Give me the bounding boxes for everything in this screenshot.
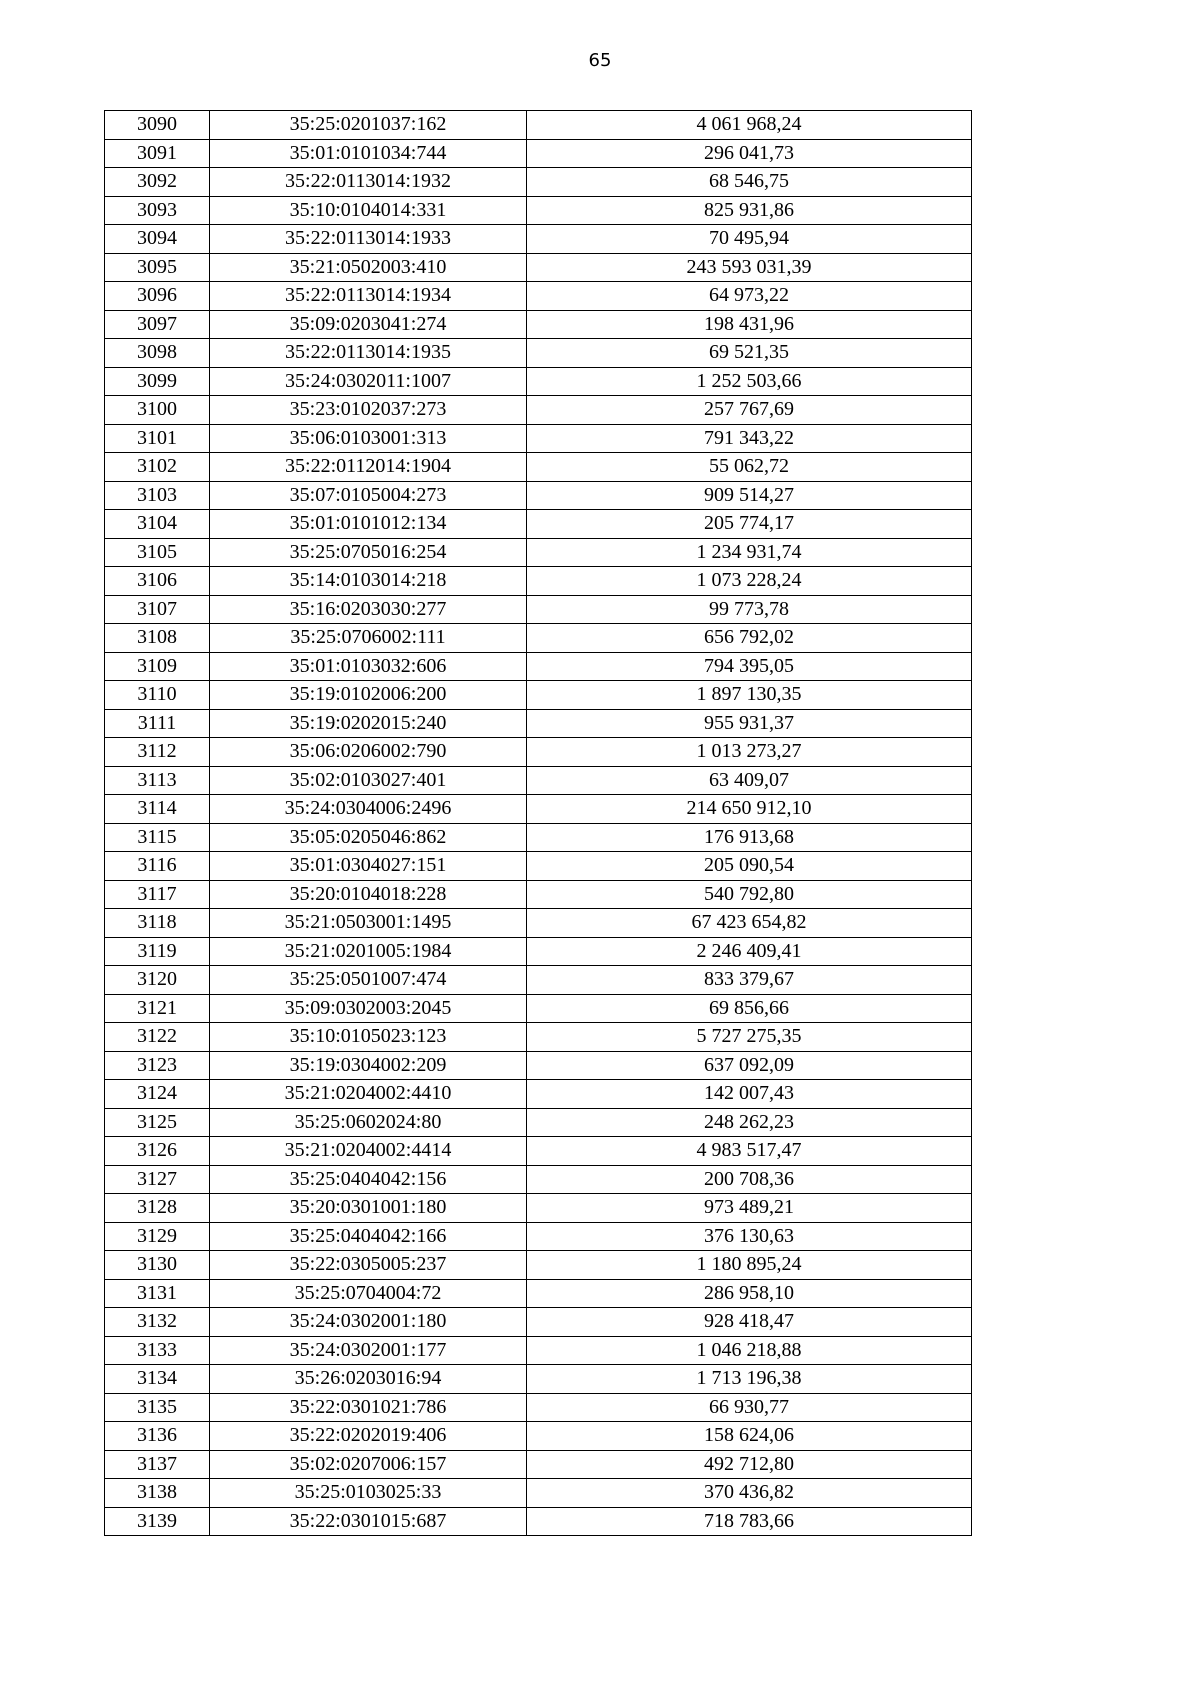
table-row	[105, 852, 972, 881]
row-number-cell: 3097	[105, 310, 210, 339]
cadastral-value-cell: 492 712,80	[527, 1450, 972, 1479]
table-row	[105, 111, 972, 140]
table-row	[105, 880, 972, 909]
cadastral-number-cell: 35:10:0104014:331	[210, 196, 527, 225]
cadastral-value-cell: 69 856,66	[527, 994, 972, 1023]
table-row	[105, 966, 972, 995]
table-row	[105, 1165, 972, 1194]
table-row	[105, 1507, 972, 1536]
row-number-cell: 3095	[105, 253, 210, 282]
cadastral-number-cell: 35:21:0204002:4410	[210, 1080, 527, 1109]
cadastral-value-cell: 833 379,67	[527, 966, 972, 995]
cadastral-number-cell: 35:23:0102037:273	[210, 396, 527, 425]
cadastral-value-cell: 1 234 931,74	[527, 538, 972, 567]
table-row	[105, 1422, 972, 1451]
row-number-cell: 3127	[105, 1165, 210, 1194]
cadastral-number-cell: 35:22:0112014:1904	[210, 453, 527, 482]
cadastral-number-cell: 35:21:0502003:410	[210, 253, 527, 282]
cadastral-number-cell: 35:22:0113014:1933	[210, 225, 527, 254]
cadastral-number-cell: 35:20:0301001:180	[210, 1194, 527, 1223]
cadastral-number-cell: 35:09:0302003:2045	[210, 994, 527, 1023]
cadastral-number-cell: 35:01:0101034:744	[210, 139, 527, 168]
table-row	[105, 823, 972, 852]
cadastral-number-cell: 35:14:0103014:218	[210, 567, 527, 596]
cadastral-number-cell: 35:22:0113014:1934	[210, 282, 527, 311]
cadastral-value-cell: 64 973,22	[527, 282, 972, 311]
row-number-cell: 3132	[105, 1308, 210, 1337]
table-row	[105, 994, 972, 1023]
cadastral-number-cell: 35:24:0302011:1007	[210, 367, 527, 396]
cadastral-value-cell: 791 343,22	[527, 424, 972, 453]
table-row	[105, 681, 972, 710]
row-number-cell: 3136	[105, 1422, 210, 1451]
cadastral-number-cell: 35:25:0501007:474	[210, 966, 527, 995]
cadastral-number-cell: 35:19:0304002:209	[210, 1051, 527, 1080]
cadastral-value-cell: 68 546,75	[527, 168, 972, 197]
cadastral-value-cell: 1 713 196,38	[527, 1365, 972, 1394]
row-number-cell: 3125	[105, 1108, 210, 1137]
cadastral-value-cell: 248 262,23	[527, 1108, 972, 1137]
table-row	[105, 567, 972, 596]
table-row	[105, 652, 972, 681]
row-number-cell: 3128	[105, 1194, 210, 1223]
cadastral-number-cell: 35:02:0207006:157	[210, 1450, 527, 1479]
table-row	[105, 1080, 972, 1109]
cadastral-value-cell: 69 521,35	[527, 339, 972, 368]
row-number-cell: 3094	[105, 225, 210, 254]
cadastral-number-cell: 35:22:0301021:786	[210, 1393, 527, 1422]
table-row	[105, 1308, 972, 1337]
cadastral-number-cell: 35:26:0203016:94	[210, 1365, 527, 1394]
table-row	[105, 624, 972, 653]
cadastral-value-cell: 205 090,54	[527, 852, 972, 881]
row-number-cell: 3133	[105, 1336, 210, 1365]
cadastral-number-cell: 35:21:0204002:4414	[210, 1137, 527, 1166]
cadastral-value-cell: 909 514,27	[527, 481, 972, 510]
table-row	[105, 225, 972, 254]
cadastral-value-cell: 4 983 517,47	[527, 1137, 972, 1166]
cadastral-number-cell: 35:01:0103032:606	[210, 652, 527, 681]
row-number-cell: 3135	[105, 1393, 210, 1422]
cadastral-number-cell: 35:09:0203041:274	[210, 310, 527, 339]
cadastral-number-cell: 35:25:0201037:162	[210, 111, 527, 140]
cadastral-number-cell: 35:20:0104018:228	[210, 880, 527, 909]
table-row	[105, 396, 972, 425]
table-row	[105, 1279, 972, 1308]
row-number-cell: 3090	[105, 111, 210, 140]
cadastral-number-cell: 35:05:0205046:862	[210, 823, 527, 852]
cadastral-value-cell: 4 061 968,24	[527, 111, 972, 140]
cadastral-number-cell: 35:25:0706002:111	[210, 624, 527, 653]
cadastral-value-cell: 973 489,21	[527, 1194, 972, 1223]
row-number-cell: 3106	[105, 567, 210, 596]
row-number-cell: 3134	[105, 1365, 210, 1394]
row-number-cell: 3118	[105, 909, 210, 938]
cadastral-number-cell: 35:25:0404042:166	[210, 1222, 527, 1251]
table-row	[105, 1023, 972, 1052]
cadastral-value-cell: 67 423 654,82	[527, 909, 972, 938]
row-number-cell: 3137	[105, 1450, 210, 1479]
row-number-cell: 3107	[105, 595, 210, 624]
cadastral-value-cell: 99 773,78	[527, 595, 972, 624]
row-number-cell: 3101	[105, 424, 210, 453]
cadastral-value-cell: 928 418,47	[527, 1308, 972, 1337]
cadastral-value-cell: 63 409,07	[527, 766, 972, 795]
table-row	[105, 738, 972, 767]
row-number-cell: 3139	[105, 1507, 210, 1536]
cadastral-value-cell: 214 650 912,10	[527, 795, 972, 824]
cadastral-value-cell: 296 041,73	[527, 139, 972, 168]
table-row	[105, 1365, 972, 1394]
row-number-cell: 3122	[105, 1023, 210, 1052]
cadastral-number-cell: 35:24:0304006:2496	[210, 795, 527, 824]
cadastral-value-cell: 5 727 275,35	[527, 1023, 972, 1052]
row-number-cell: 3119	[105, 937, 210, 966]
table-row	[105, 310, 972, 339]
cadastral-number-cell: 35:25:0602024:80	[210, 1108, 527, 1137]
cadastral-value-cell: 66 930,77	[527, 1393, 972, 1422]
table-row	[105, 937, 972, 966]
cadastral-value-cell: 2 246 409,41	[527, 937, 972, 966]
cadastral-value-cell: 70 495,94	[527, 225, 972, 254]
table-row	[105, 1137, 972, 1166]
cadastral-value-cell: 198 431,96	[527, 310, 972, 339]
row-number-cell: 3121	[105, 994, 210, 1023]
row-number-cell: 3124	[105, 1080, 210, 1109]
cadastral-number-cell: 35:25:0704004:72	[210, 1279, 527, 1308]
cadastral-value-cell: 142 007,43	[527, 1080, 972, 1109]
row-number-cell: 3105	[105, 538, 210, 567]
table-row	[105, 339, 972, 368]
cadastral-number-cell: 35:06:0206002:790	[210, 738, 527, 767]
table-row	[105, 510, 972, 539]
row-number-cell: 3111	[105, 709, 210, 738]
cadastral-value-cell: 370 436,82	[527, 1479, 972, 1508]
cadastral-value-cell: 1 013 273,27	[527, 738, 972, 767]
row-number-cell: 3092	[105, 168, 210, 197]
cadastral-value-cell: 718 783,66	[527, 1507, 972, 1536]
table-row	[105, 196, 972, 225]
cadastral-number-cell: 35:22:0301015:687	[210, 1507, 527, 1536]
cadastral-number-cell: 35:16:0203030:277	[210, 595, 527, 624]
cadastral-value-cell: 955 931,37	[527, 709, 972, 738]
cadastral-value-cell: 376 130,63	[527, 1222, 972, 1251]
table-row	[105, 168, 972, 197]
row-number-cell: 3104	[105, 510, 210, 539]
cadastral-number-cell: 35:01:0304027:151	[210, 852, 527, 881]
cadastral-number-cell: 35:21:0201005:1984	[210, 937, 527, 966]
table-row	[105, 453, 972, 482]
table-row	[105, 766, 972, 795]
cadastral-value-cell: 1 897 130,35	[527, 681, 972, 710]
row-number-cell: 3091	[105, 139, 210, 168]
row-number-cell: 3131	[105, 1279, 210, 1308]
row-number-cell: 3116	[105, 852, 210, 881]
row-number-cell: 3098	[105, 339, 210, 368]
cadastral-value-cell: 1 046 218,88	[527, 1336, 972, 1365]
table-row	[105, 253, 972, 282]
table-row	[105, 1393, 972, 1422]
cadastral-number-cell: 35:25:0705016:254	[210, 538, 527, 567]
row-number-cell: 3120	[105, 966, 210, 995]
cadastral-value-cell: 1 073 228,24	[527, 567, 972, 596]
table-row	[105, 1108, 972, 1137]
row-number-cell: 3112	[105, 738, 210, 767]
row-number-cell: 3115	[105, 823, 210, 852]
table-row	[105, 1051, 972, 1080]
cadastral-number-cell: 35:24:0302001:177	[210, 1336, 527, 1365]
cadastral-value-table	[104, 110, 972, 1536]
cadastral-value-cell: 825 931,86	[527, 196, 972, 225]
cadastral-number-cell: 35:19:0102006:200	[210, 681, 527, 710]
table-row	[105, 709, 972, 738]
cadastral-value-cell: 1 252 503,66	[527, 367, 972, 396]
table-row	[105, 595, 972, 624]
cadastral-value-cell: 55 062,72	[527, 453, 972, 482]
row-number-cell: 3114	[105, 795, 210, 824]
cadastral-number-cell: 35:24:0302001:180	[210, 1308, 527, 1337]
cadastral-value-cell: 656 792,02	[527, 624, 972, 653]
cadastral-value-cell: 540 792,80	[527, 880, 972, 909]
cadastral-value-cell: 243 593 031,39	[527, 253, 972, 282]
cadastral-value-cell: 257 767,69	[527, 396, 972, 425]
cadastral-value-cell: 176 913,68	[527, 823, 972, 852]
row-number-cell: 3138	[105, 1479, 210, 1508]
cadastral-value-cell: 794 395,05	[527, 652, 972, 681]
cadastral-number-cell: 35:07:0105004:273	[210, 481, 527, 510]
row-number-cell: 3099	[105, 367, 210, 396]
row-number-cell: 3130	[105, 1251, 210, 1280]
row-number-cell: 3100	[105, 396, 210, 425]
table-row	[105, 282, 972, 311]
cadastral-value-cell: 286 958,10	[527, 1279, 972, 1308]
cadastral-number-cell: 35:06:0103001:313	[210, 424, 527, 453]
row-number-cell: 3129	[105, 1222, 210, 1251]
table-row	[105, 1479, 972, 1508]
cadastral-value-cell: 200 708,36	[527, 1165, 972, 1194]
row-number-cell: 3110	[105, 681, 210, 710]
cadastral-number-cell: 35:22:0305005:237	[210, 1251, 527, 1280]
cadastral-number-cell: 35:22:0202019:406	[210, 1422, 527, 1451]
cadastral-number-cell: 35:22:0113014:1932	[210, 168, 527, 197]
table-row	[105, 1450, 972, 1479]
table-row	[105, 1222, 972, 1251]
table-row	[105, 139, 972, 168]
row-number-cell: 3113	[105, 766, 210, 795]
cadastral-number-cell: 35:02:0103027:401	[210, 766, 527, 795]
cadastral-number-cell: 35:25:0404042:156	[210, 1165, 527, 1194]
row-number-cell: 3123	[105, 1051, 210, 1080]
table-row	[105, 424, 972, 453]
table-row	[105, 1194, 972, 1223]
cadastral-number-cell: 35:21:0503001:1495	[210, 909, 527, 938]
table-row	[105, 795, 972, 824]
cadastral-value-cell: 637 092,09	[527, 1051, 972, 1080]
cadastral-number-cell: 35:19:0202015:240	[210, 709, 527, 738]
row-number-cell: 3102	[105, 453, 210, 482]
row-number-cell: 3096	[105, 282, 210, 311]
cadastral-number-cell: 35:25:0103025:33	[210, 1479, 527, 1508]
page-number: 65	[588, 50, 612, 71]
cadastral-number-cell: 35:10:0105023:123	[210, 1023, 527, 1052]
table-row	[105, 538, 972, 567]
table-row	[105, 909, 972, 938]
table-row	[105, 481, 972, 510]
row-number-cell: 3109	[105, 652, 210, 681]
row-number-cell: 3103	[105, 481, 210, 510]
cadastral-value-cell: 1 180 895,24	[527, 1251, 972, 1280]
table-row	[105, 1251, 972, 1280]
cadastral-value-cell: 205 774,17	[527, 510, 972, 539]
cadastral-number-cell: 35:22:0113014:1935	[210, 339, 527, 368]
table-body	[105, 111, 972, 1536]
row-number-cell: 3126	[105, 1137, 210, 1166]
table-row	[105, 1336, 972, 1365]
row-number-cell: 3117	[105, 880, 210, 909]
row-number-cell: 3093	[105, 196, 210, 225]
row-number-cell: 3108	[105, 624, 210, 653]
cadastral-value-cell: 158 624,06	[527, 1422, 972, 1451]
table-row	[105, 367, 972, 396]
cadastral-number-cell: 35:01:0101012:134	[210, 510, 527, 539]
